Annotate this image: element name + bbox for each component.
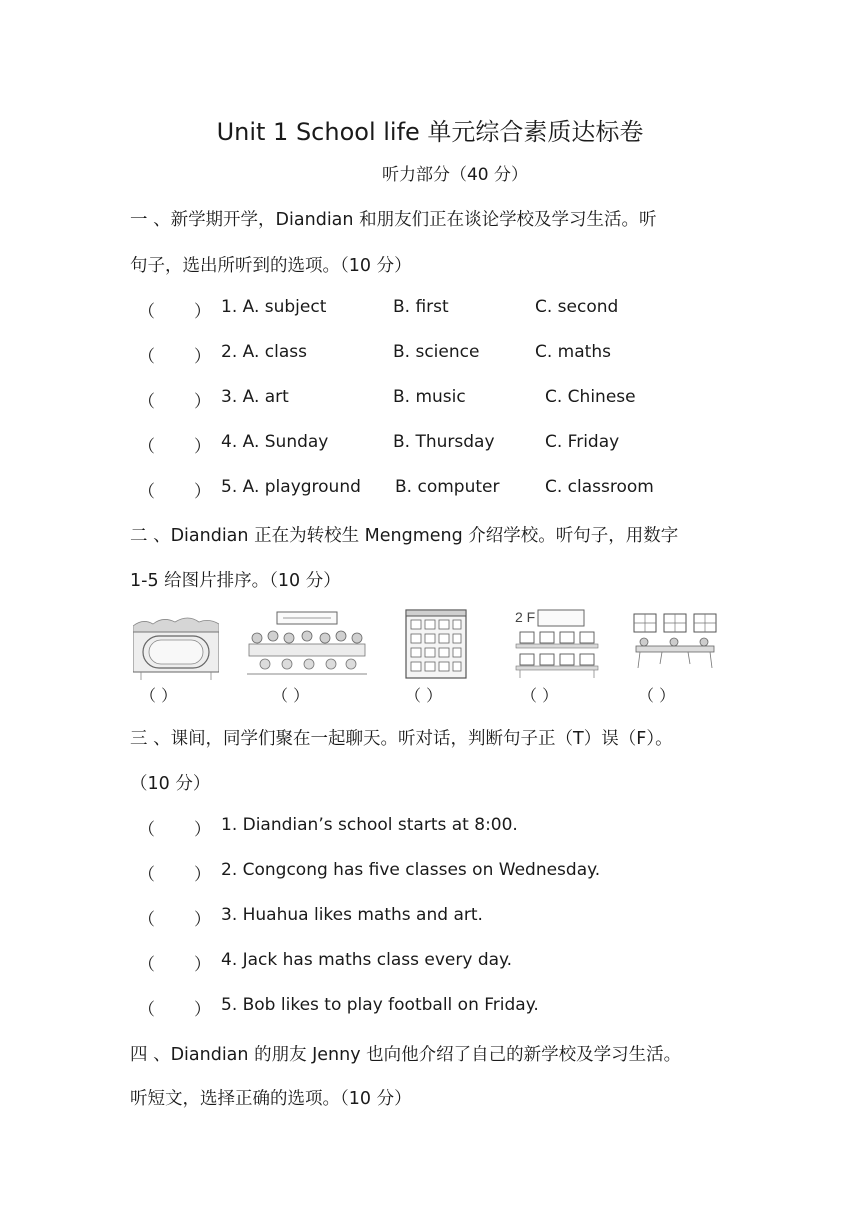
answer-paren-open: （ [138,820,155,840]
option-a: 2. A. class [221,342,307,362]
option-b: B. Thursday [393,432,495,452]
answer-paren-open: （ [138,482,155,502]
answer-paren-open: （ [138,347,155,367]
answer-paren-close: ） [194,1000,211,1020]
section-4-heading-cont: 听短文，选择正确的选项。（10 分） [130,1089,412,1109]
statement-row [138,995,738,1019]
picture-answer-paren: （ ） [140,686,178,705]
option-b: B. science [393,342,480,362]
computer-room-icon [514,608,600,680]
meeting-hall-icon [247,608,367,680]
option-c: C. Friday [545,432,620,452]
option-b: B. computer [395,477,500,497]
option-b: B. music [393,387,466,407]
option-a: 5. A. playground [221,477,361,497]
statement-row [138,905,738,929]
answer-paren-close: ） [194,910,211,930]
answer-paren-close: ） [194,392,211,412]
answer-paren-close: ） [194,820,211,840]
section-4-heading: 四 、Diandian 的朋友 Jenny 也向他介绍了自己的新学校及学习生活。 [130,1045,682,1065]
section-2-heading-cont: 1-5 给图片排序。（10 分） [130,571,341,591]
picture-answer-paren: （ ） [638,686,676,705]
picture-answer-paren: （ ） [521,686,559,705]
question-row [138,477,738,501]
option-a: 3. A. art [221,387,289,407]
question-row [138,297,738,321]
statement-text: 5. Bob likes to play football on Friday. [221,995,539,1015]
page-subtitle: 听力部分（40 分） [381,165,529,185]
page-title: Unit 1 School life 单元综合素质达标卷 [216,118,644,146]
option-c: C. classroom [545,477,654,497]
option-a: 4. A. Sunday [221,432,329,452]
question-row [138,387,738,411]
answer-paren-open: （ [138,392,155,412]
statement-text: 4. Jack has maths class every day. [221,950,513,970]
question-row [138,432,738,456]
option-c: C. second [535,297,619,317]
picture-answer-paren: （ ） [272,686,310,705]
option-c: C. Chinese [545,387,636,407]
section-1-heading-cont: 句子，选出所听到的选项。（10 分） [130,256,412,276]
question-row [138,342,738,366]
classroom-icon [632,608,718,680]
section-3-heading-cont: （10 分） [130,774,211,794]
answer-paren-open: （ [138,865,155,885]
playground-icon [133,608,219,680]
answer-paren-close: ） [194,302,211,322]
answer-paren-open: （ [138,302,155,322]
section-3-heading: 三 、课间，同学们聚在一起聊天。听对话，判断句子正（T）误（F）。 [130,729,673,749]
answer-paren-open: （ [138,955,155,975]
answer-paren-open: （ [138,437,155,457]
option-a: 1. A. subject [221,297,327,317]
statement-text: 3. Huahua likes maths and art. [221,905,483,925]
floor-label: 2 F [515,609,536,625]
school-building-icon [405,608,467,680]
answer-paren-open: （ [138,1000,155,1020]
statement-row [138,815,738,839]
picture-answer-paren: （ ） [405,686,443,705]
answer-paren-close: ） [194,865,211,885]
section-1-heading: 一 、新学期开学，Diandian 和朋友们正在谈论学校及学习生活。听 [130,210,657,230]
option-b: B. first [393,297,449,317]
statement-text: 2. Congcong has five classes on Wednesday. [221,860,601,880]
answer-paren-open: （ [138,910,155,930]
statement-row [138,860,738,884]
answer-paren-close: ） [194,955,211,975]
answer-paren-close: ） [194,437,211,457]
statement-text: 1. Diandian’s school starts at 8:00. [221,815,518,835]
option-c: C. maths [535,342,611,362]
statement-row [138,950,738,974]
section-2-heading: 二 、Diandian 正在为转校生 Mengmeng 介绍学校。听句子，用数字 [130,526,679,546]
answer-paren-close: ） [194,347,211,367]
answer-paren-close: ） [194,482,211,502]
